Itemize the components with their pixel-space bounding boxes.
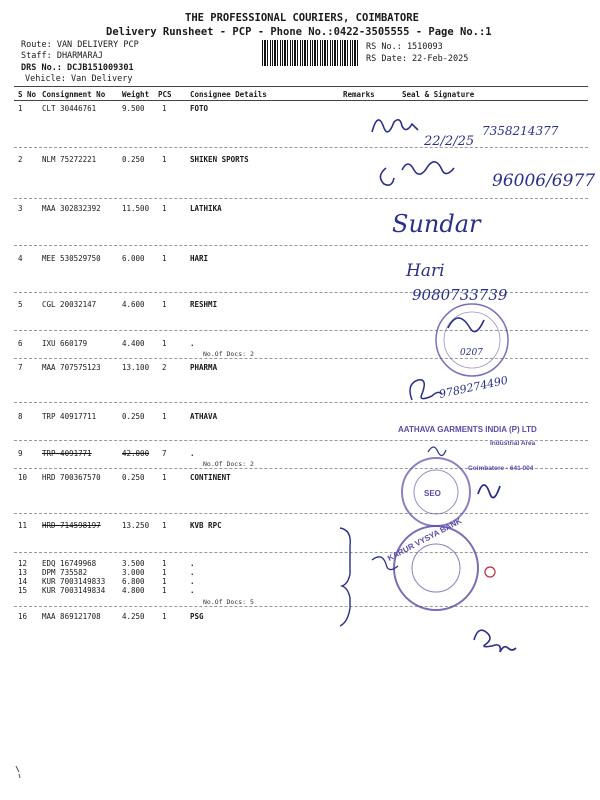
row-7-consignment: MAA 707575123	[42, 363, 101, 372]
row-1-handwritten-date: 22/2/25	[424, 134, 475, 149]
row-13-consignee: .	[190, 568, 195, 577]
row-14-pcs: 1	[162, 577, 167, 586]
row-9-consignee: .	[190, 449, 195, 458]
row-10-sno: 10	[18, 473, 28, 482]
row-11-consignment: HRD 714598197	[42, 521, 101, 530]
row-11-sno: 11	[18, 521, 28, 530]
row-4-consignment: MEE 530529750	[42, 254, 101, 263]
drs-number: DRS No.: DCJB151009301	[21, 63, 134, 73]
row-9-docs: No.Of Docs: 2	[203, 460, 254, 468]
row-13-weight: 3.000	[122, 568, 145, 577]
row-3-sno: 3	[18, 204, 23, 213]
row-16-weight: 4.250	[122, 612, 145, 621]
row-2-consignee: SHIKEN SPORTS	[190, 155, 249, 164]
row-8-consignee: ATHAVA	[190, 412, 218, 421]
margin-mark	[16, 766, 20, 778]
row-16-consignee: PSG	[190, 612, 204, 621]
row-14-weight: 6.800	[122, 577, 145, 586]
row-6-docs: No.Of Docs: 2	[203, 350, 254, 358]
row-8-pcs: 1	[162, 412, 167, 421]
svg-text:SEO: SEO	[424, 489, 441, 498]
row-1-signature	[372, 120, 418, 132]
row-7-sno: 7	[18, 363, 23, 372]
row-4-consignee: HARI	[190, 254, 209, 263]
row-2-signature	[380, 162, 454, 185]
row-15-consignee: .	[190, 586, 195, 595]
col-remarks: Remarks	[343, 90, 375, 99]
row-7-handwritten-phone: 9789274490	[437, 373, 510, 401]
col-seal: Seal & Signature	[402, 90, 475, 99]
row-13-consignment: DPM 735582	[42, 568, 88, 577]
row-11-pcs: 1	[162, 521, 167, 530]
row-13-pcs: 1	[162, 568, 167, 577]
row-5-consignment: CGL 20032147	[42, 300, 97, 309]
athava-stamp-line2: Industrial Area	[490, 440, 536, 447]
row-16-pcs: 1	[162, 612, 167, 621]
row-1-weight: 9.500	[122, 104, 145, 113]
row-14-consignee: .	[190, 577, 195, 586]
company-title: THE PROFESSIONAL COURIERS, COIMBATORE	[185, 12, 419, 24]
row-1-consignee: FOTO	[190, 104, 209, 113]
row-2-weight: 0.250	[122, 155, 145, 164]
row-6-consignment: IXU 660179	[42, 339, 88, 348]
row-10-consignment: HRD 700367570	[42, 473, 101, 482]
rs-date: RS Date: 22-Feb-2025	[366, 54, 469, 64]
row-1-pcs: 1	[162, 104, 167, 113]
row-12-weight: 3.500	[122, 559, 145, 568]
row-5-seal-stamp	[436, 304, 508, 376]
row-16-signature	[474, 630, 516, 652]
row-4-weight: 6.000	[122, 254, 145, 263]
row-15-pcs: 1	[162, 586, 167, 595]
row-14-sno: 14	[18, 577, 28, 586]
row-6-weight: 4.400	[122, 339, 145, 348]
row-8-weight: 0.250	[122, 412, 145, 421]
row-9-pcs: 7	[162, 449, 167, 458]
row-8-sno: 8	[18, 412, 23, 421]
row-5-pcs: 1	[162, 300, 167, 309]
row-5-sno: 5	[18, 300, 23, 309]
row-15-sno: 15	[18, 586, 28, 595]
row-12-consignment: EDQ 16749968	[42, 559, 97, 568]
row-12-sno: 12	[18, 559, 28, 568]
row-7-signature	[410, 380, 442, 400]
row-16-sno: 16	[18, 612, 28, 621]
row-3-pcs: 1	[162, 204, 167, 213]
row-14-consignment: KUR 7003149833	[42, 577, 106, 586]
row-12-consignee: .	[190, 559, 195, 568]
row-9-consignment: TRP 4091771	[42, 449, 92, 458]
row-4-pcs: 1	[162, 254, 167, 263]
row-5-consignee: RESHMI	[190, 300, 218, 309]
athava-stamp-line1: AATHAVA GARMENTS INDIA (P) LTD	[398, 425, 537, 434]
col-sno: S No	[18, 90, 37, 99]
row-15-weight: 4.800	[122, 586, 145, 595]
row-15-docs: No.Of Docs: 5	[203, 598, 254, 606]
row-3-consignee: LATHIKA	[190, 204, 222, 213]
route-label: Route: VAN DELIVERY PCP	[21, 40, 139, 50]
row-4-handwritten-name: Hari	[406, 261, 445, 281]
row-13-sno: 13	[18, 568, 28, 577]
row-7-pcs: 2	[162, 363, 167, 372]
row-2-consignment: NLM 75272221	[42, 155, 97, 164]
svg-text:0207: 0207	[460, 348, 483, 358]
row-16-consignment: MAA 869121708	[42, 612, 101, 621]
row-9-weight: 42.000	[122, 449, 150, 458]
row-2-handwritten-phone: 96006/6977	[492, 171, 596, 191]
row-7-weight: 13.100	[122, 363, 150, 372]
athava-company-stamp	[398, 425, 537, 472]
row-9-sno: 9	[18, 449, 23, 458]
rows-11-15-bracket	[340, 528, 350, 626]
row-4-handwritten-phone: 9080733739	[412, 286, 508, 304]
row-8-consignment: TRP 40917711	[42, 412, 97, 421]
row-6-consignee: .	[190, 339, 195, 348]
row-12-pcs: 1	[162, 559, 167, 568]
row-10-consignee: CONTINENT	[190, 473, 231, 482]
row-3-weight: 11.500	[122, 204, 150, 213]
kvb-bank-stamp	[372, 516, 495, 610]
row-7-consignee: PHARMA	[190, 363, 218, 372]
vehicle-label: Vehicle: Van Delivery	[25, 74, 133, 84]
row-6-sno: 6	[18, 339, 23, 348]
row-2-pcs: 1	[162, 155, 167, 164]
row-11-consignee: KVB RPC	[190, 521, 222, 530]
col-weight: Weight	[122, 90, 150, 99]
staff-label: Staff: DHARMARAJ	[21, 51, 103, 61]
row-10-weight: 0.250	[122, 473, 145, 482]
athava-stamp-line3: Coimbatore - 641 004	[468, 465, 534, 472]
row-4-sno: 4	[18, 254, 23, 263]
col-consignee: Consignee Details	[190, 90, 267, 99]
row-2-sno: 2	[18, 155, 23, 164]
row-1-consignment: CLT 30446761	[42, 104, 97, 113]
row-1-handwritten-phone: 7358214377	[482, 124, 559, 138]
rs-number: RS No.: 1510093	[366, 42, 443, 52]
row-3-handwritten-name: Sundar	[392, 210, 481, 238]
row-6-pcs: 1	[162, 339, 167, 348]
row-15-consignment: KUR 7003149834	[42, 586, 106, 595]
runsheet-subtitle: Delivery Runsheet - PCP - Phone No.:0422-3505555 - Page No.:1	[106, 26, 492, 38]
row-11-weight: 13.250	[122, 521, 150, 530]
col-consignment: Consignment No	[42, 90, 106, 99]
col-pcs: PCS	[158, 90, 172, 99]
row-1-sno: 1	[18, 104, 23, 113]
row-3-consignment: MAA 302832392	[42, 204, 101, 213]
row-10-pcs: 1	[162, 473, 167, 482]
row-5-weight: 4.600	[122, 300, 145, 309]
kvb-stamp-text: KARUR VYSYA BANK	[386, 516, 464, 563]
